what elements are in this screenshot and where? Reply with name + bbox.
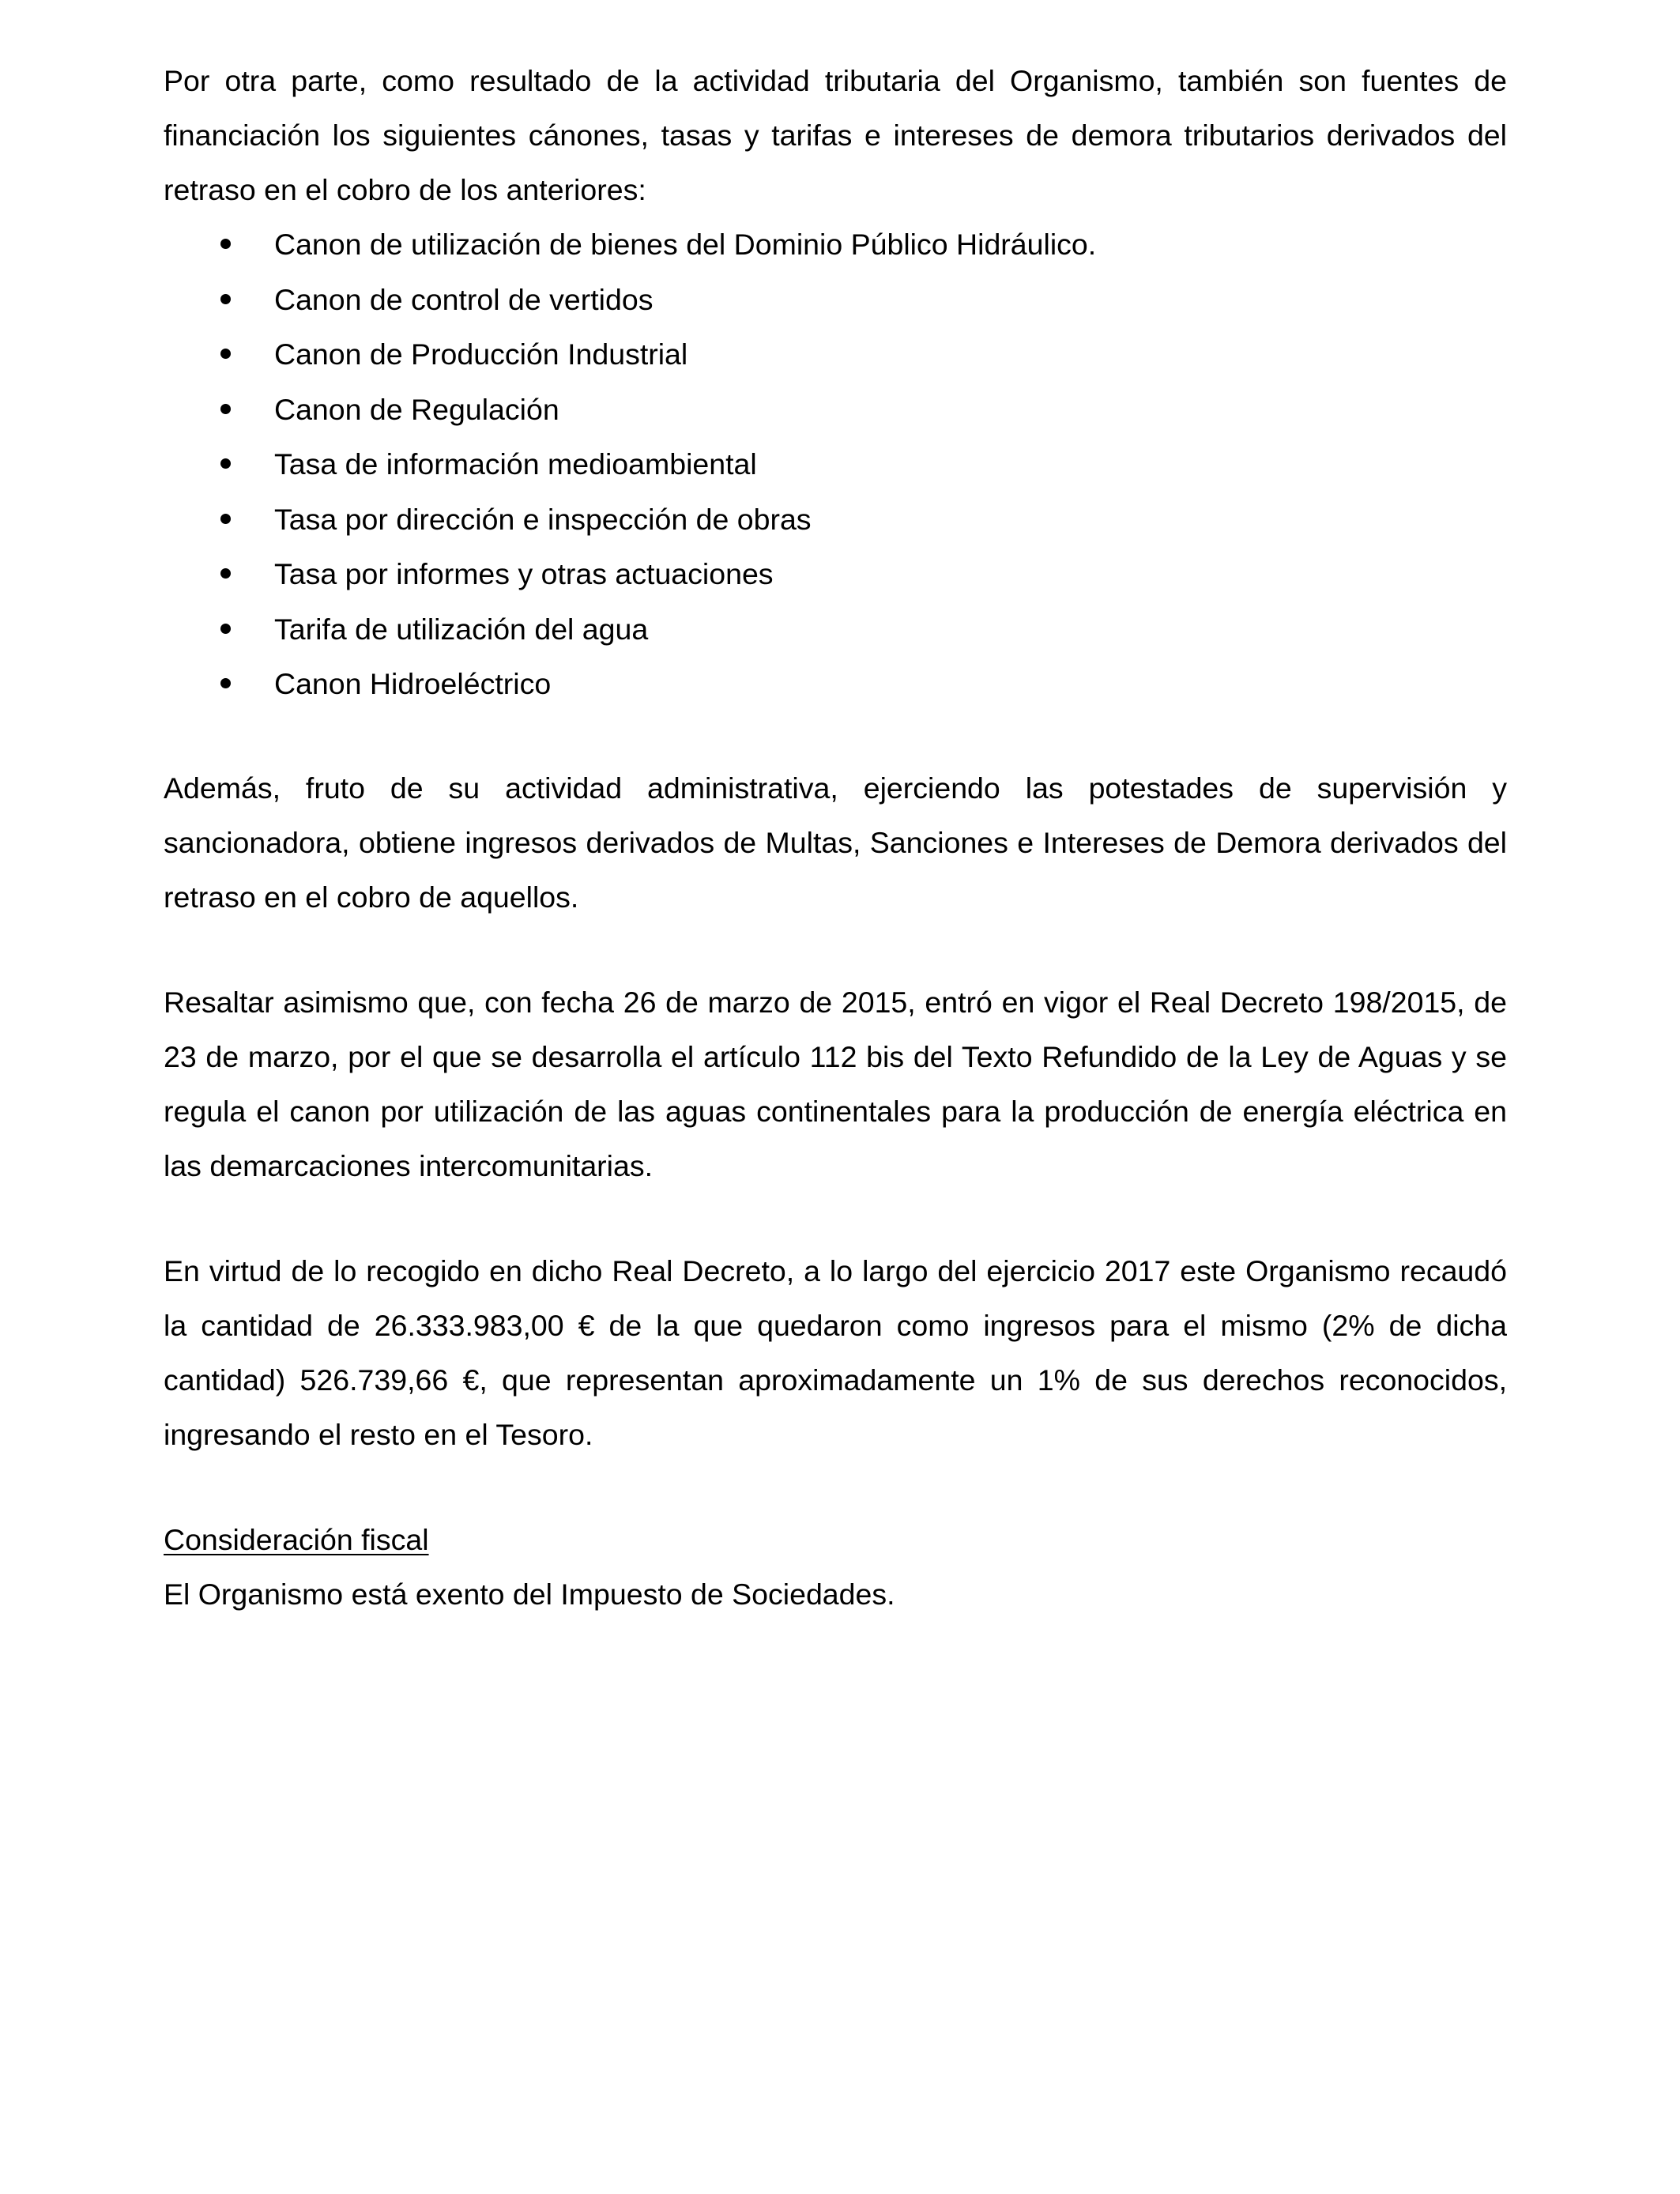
bullet-icon — [220, 437, 236, 492]
bullet-icon — [220, 383, 236, 438]
intro-paragraph: Por otra parte, como resultado de la actividad tributaria del Organismo, también son fuentes de financiación los siguientes cánones, tasas y tarifas e intereses de demora tributarios derivados del retraso en el cobro de los anteriores: — [164, 64, 1507, 206]
bullet-icon — [220, 547, 236, 602]
list-item-text: Canon de Regulación — [274, 392, 559, 426]
bullet-icon — [220, 327, 236, 383]
list-item-text: Tasa por dirección e inspección de obras — [274, 502, 812, 536]
list-item — [164, 492, 1507, 548]
bullet-icon — [220, 492, 236, 548]
list-item — [164, 547, 1507, 602]
list-item-text: Canon Hidroeléctrico — [274, 667, 552, 700]
bullet-icon — [220, 657, 236, 712]
list-item-text: Canon de Producción Industrial — [274, 337, 688, 371]
bullet-icon — [220, 217, 236, 273]
list-item — [164, 383, 1507, 438]
bullet-icon — [220, 602, 236, 658]
bullet-icon — [220, 273, 236, 328]
list-item-text: Tasa por informes y otras actuaciones — [274, 557, 774, 590]
list-item-text: Tarifa de utilización del agua — [274, 612, 649, 646]
section-heading: Consideración fiscal — [164, 1522, 429, 1556]
section-text: El Organismo está exento del Impuesto de Sociedades. — [164, 1577, 895, 1611]
spacer — [164, 712, 1507, 761]
list-item — [164, 602, 1507, 658]
list-item — [164, 327, 1507, 383]
revenue-sources-list — [164, 217, 1507, 712]
list-item-text: Canon de control de vertidos — [274, 282, 654, 316]
collection-paragraph: En virtud de lo recogido en dicho Real Decreto, a lo largo del ejercicio 2017 este Organismo recaudó la cantidad de 26.333.983,00 € de la que quedaron como ingresos para el mismo (2% de dicha cantidad) 526.739,66 €, que representan aproximadamente un 1% de sus derechos reconocidos, ingresando el resto en el Tesoro. — [164, 1253, 1507, 1451]
spacer — [164, 925, 1507, 975]
spacer — [164, 1193, 1507, 1244]
list-item — [164, 437, 1507, 492]
list-item-text: Canon de utilización de bienes del Dominio Público Hidráulico. — [274, 228, 1097, 261]
royal-decree-paragraph: Resaltar asimismo que, con fecha 26 de marzo de 2015, entró en vigor el Real Decreto 198/2015, de 23 de marzo, por el que se desarrolla el artículo 112 bis del Texto Refundido de la Ley de Aguas y se regula el canon por utilización de las aguas continentales para la producción de energía eléctrica en las demarcaciones intercomunitarias. — [164, 985, 1507, 1182]
list-item-text: Tasa de información medioambiental — [274, 447, 757, 481]
spacer — [164, 1462, 1507, 1513]
list-item — [164, 657, 1507, 712]
administrative-activity-paragraph: Además, fruto de su actividad administrativa, ejerciendo las potestades de supervisión y sancionadora, obtiene ingresos derivados de Multas, Sanciones e Intereses de Demora derivados del retraso en el cobro de aquellos. — [164, 771, 1507, 914]
list-item — [164, 273, 1507, 328]
list-item — [164, 217, 1507, 273]
document-page — [164, 54, 1507, 1622]
